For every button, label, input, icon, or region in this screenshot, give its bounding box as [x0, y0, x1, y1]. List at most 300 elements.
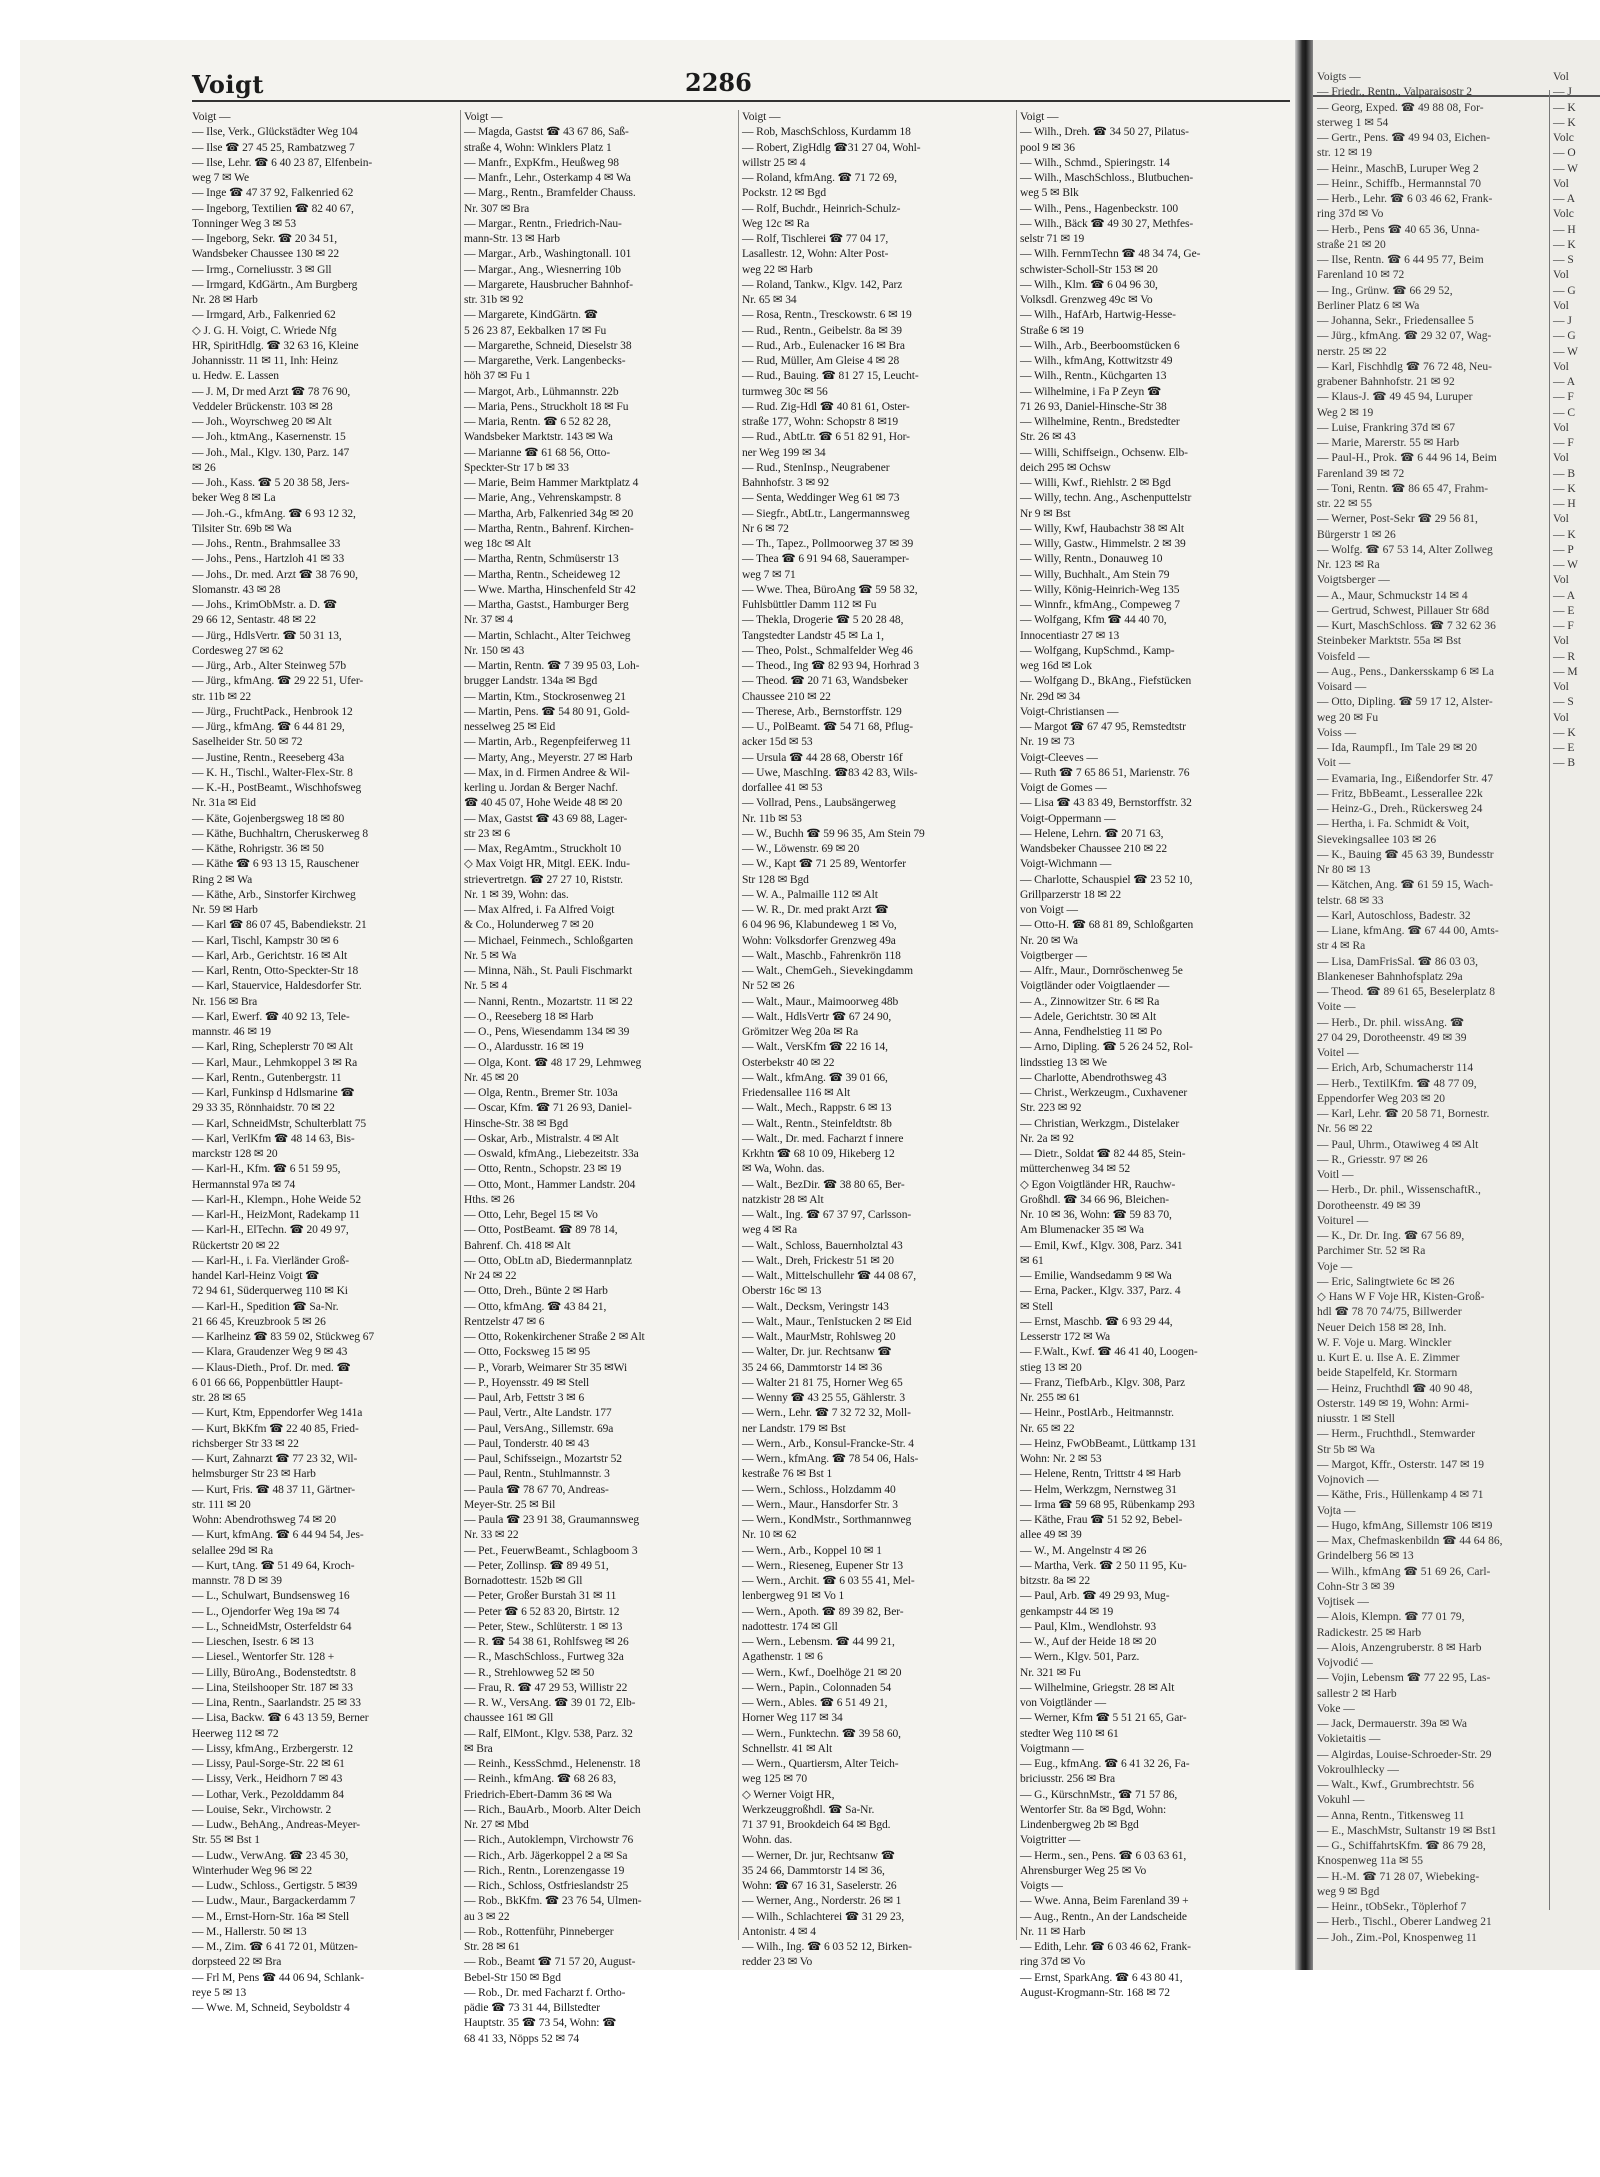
- directory-entry-line: — Wwe. M, Schneid, Seyboldstr 4: [192, 2002, 350, 2014]
- directory-entry-line: — Werner, Kfm ☎ 5 51 21 65, Gar-: [1020, 1712, 1187, 1725]
- directory-entry-line: — Wolfg. ☎ 67 53 14, Alter Zollweg: [1317, 543, 1493, 556]
- directory-entry-line: — Lissy, Paul-Sorge-Str. 22 ✉ 61: [192, 1758, 345, 1770]
- directory-entry-line: Bürgerstr 1 ✉ 26: [1317, 528, 1396, 541]
- directory-entry-line: — Rob., Beamt ☎ 71 57 20, August-: [464, 1956, 636, 1969]
- directory-entry-line: — Walt., ChemGeh., Sievekingdamm: [742, 965, 914, 977]
- directory-entry-line: — Ursula ☎ 44 28 68, Oberstr 16f: [742, 751, 903, 764]
- directory-entry-line: Str 128 ✉ Bgd: [742, 873, 809, 886]
- directory-entry-line: — Margarethe, Verk. Langenbecks-: [464, 355, 626, 367]
- directory-entry-line: — F: [1553, 437, 1574, 449]
- directory-entry-line: weg 18c ✉ Alt: [464, 538, 531, 550]
- directory-entry-line: — P., Vorarb, Weimarer Str 35 ✉Wi: [464, 1361, 628, 1374]
- directory-entry-line: — Wilh., Klm. ☎ 6 04 96 30,: [1020, 278, 1158, 291]
- directory-entry-line: Vojtisek —: [1317, 1596, 1369, 1608]
- directory-entry-line: — S: [1553, 696, 1574, 709]
- directory-entry-line: — Karl-H., Spedition ☎ Sa-Nr.: [192, 1300, 339, 1313]
- directory-entry-line: — Paula ☎ 23 91 38, Graumannsweg: [464, 1514, 639, 1526]
- directory-column-1: [192, 110, 457, 2014]
- directory-entry-line: — P: [1553, 543, 1574, 556]
- directory-entry-line: straße 4, Wohn: Winklers Platz 1: [464, 141, 612, 154]
- directory-entry-line: ✉ Wa, Wohn. das.: [742, 1163, 825, 1176]
- directory-entry-line: — Jack, Dermauerstr. 39a ✉ Wa: [1317, 1718, 1467, 1730]
- directory-entry-line: — W., Auf der Heide 18 ✉ 20: [1020, 1636, 1157, 1648]
- directory-entry-line: Voisard —: [1317, 681, 1367, 693]
- directory-entry-line: — Johs., Rentn., Brahmsallee 33: [192, 538, 341, 550]
- directory-entry-line: ring 37d ✉ Vo: [1317, 208, 1384, 221]
- directory-entry-line: — Louise, Sekr., Virchowstr. 2: [192, 1803, 332, 1816]
- directory-entry-line: Wandsbeker Chaussee 210 ✉ 22: [1020, 843, 1168, 855]
- directory-entry-line: — Wern., Papin., Colonnaden 54: [742, 1681, 892, 1694]
- directory-entry-line: — Wern., Lehr. ☎ 7 32 72 32, Moll-: [742, 1407, 911, 1420]
- directory-entry-line: Horner Weg 117 ✉ 34: [742, 1712, 843, 1725]
- directory-entry-line: 5 26 23 87, Eekbalken 17 ✉ Fu: [464, 324, 607, 337]
- directory-entry-line: ◇ Werner Voigt HR,: [742, 1788, 835, 1801]
- directory-entry-line: — Heinz-G., Dreh., Rückersweg 24: [1317, 803, 1483, 815]
- directory-entry-line: — Christian, Werkzgm., Distelaker: [1020, 1117, 1180, 1130]
- directory-entry-line: — Karl, Maur., Lehmkoppel 3 ✉ Ra: [192, 1056, 358, 1069]
- directory-entry-line: — Walt., Dr. med. Facharzt f innere: [742, 1132, 904, 1145]
- directory-entry-line: — Karl, Funkinsp d Hdlsmarine ☎: [192, 1087, 355, 1099]
- directory-entry-line: — Heinr., PostlArb., Heitmannstr.: [1020, 1407, 1174, 1420]
- directory-entry-line: — Winnfr., kfmAng., Compeweg 7: [1020, 599, 1180, 611]
- directory-entry-line: Rentzelstr 47 ✉ 6: [464, 1315, 545, 1328]
- directory-entry-line: 27 04 29, Dorotheenstr. 49 ✉ 39: [1317, 1031, 1467, 1044]
- directory-entry-line: Voigt —: [1020, 111, 1059, 123]
- directory-entry-line: — Alfr., Maur., Dornröschenweg 5e: [1020, 965, 1183, 977]
- directory-entry-line: — R: [1553, 650, 1576, 663]
- directory-entry-line: — Otto, Dreh., Bünte 2 ✉ Harb: [464, 1285, 608, 1298]
- directory-entry-line: Vol: [1553, 299, 1569, 312]
- directory-entry-line: Innocentiastr 27 ✉ 13: [1020, 629, 1120, 642]
- directory-entry-line: Nr. 5 ✉ Wa: [464, 949, 517, 962]
- directory-entry-line: — Alois, Klempn. ☎ 77 01 79,: [1317, 1611, 1465, 1624]
- directory-entry-line: — Wolfgang D., BkAng., Fiefstücken: [1020, 675, 1192, 688]
- directory-entry-line: — Margot, Kffr., Osterstr. 147 ✉ 19: [1317, 1458, 1485, 1471]
- directory-entry-line: — Paul, Rentn., Stuhlmannstr. 3: [464, 1468, 610, 1481]
- directory-entry-line: — Anna, Rentn., Titkensweg 11: [1317, 1809, 1465, 1822]
- page-number: 2286: [685, 68, 752, 97]
- directory-entry-line: — Johs., KrimObMstr. a. D. ☎: [192, 599, 338, 611]
- directory-entry-line: — Otto, PostBeamt. ☎ 89 78 14,: [464, 1224, 618, 1237]
- directory-entry-line: Sievekingsallee 103 ✉ 26: [1317, 833, 1437, 846]
- directory-entry-line: — Uwe, MaschIng. ☎83 42 83, Wils-: [742, 766, 918, 779]
- directory-entry-line: Voigt-Oppermann —: [1020, 812, 1116, 825]
- directory-entry-line: — Kätchen, Ang. ☎ 61 59 15, Wach-: [1317, 879, 1494, 892]
- directory-column-2: [464, 110, 734, 2045]
- directory-entry-line: — Paula ☎ 78 67 70, Andreas-: [464, 1483, 609, 1496]
- directory-entry-line: — Johs., Pens., Hartzloh 41 ✉ 33: [192, 553, 345, 566]
- directory-entry-line: — Karl-H., Kfm. ☎ 6 51 59 95,: [192, 1163, 341, 1176]
- directory-entry-line: — Robert, ZigHdlg ☎31 27 04, Wohl-: [742, 141, 921, 154]
- directory-entry-line: Hths. ✉ 26: [464, 1193, 515, 1206]
- directory-entry-line: — Karl, Rentn., Gutenbergstr. 11: [192, 1071, 342, 1084]
- directory-entry-line: Weg 2 ✉ 19: [1317, 406, 1374, 419]
- directory-entry-line: mütterchenweg 34 ✉ 52: [1020, 1163, 1131, 1176]
- directory-entry-line: — E: [1553, 742, 1575, 754]
- directory-entry-line: — Lothar, Verk., Pezolddamm 84: [192, 1788, 344, 1801]
- directory-entry-line: — Max, in d. Firmen Andree & Wil-: [464, 766, 630, 779]
- directory-entry-line: — Wern., Quartiersm, Alter Teich-: [742, 1758, 899, 1770]
- directory-entry-line: niusstr. 1 ✉ Stell: [1317, 1413, 1396, 1425]
- directory-entry-line: ✉ Bra: [464, 1742, 493, 1755]
- directory-entry-line: ◇ Hans W F Voje HR, Kisten-Groß-: [1317, 1291, 1485, 1303]
- directory-entry-line: — Willy, Rentn., Donauweg 10: [1020, 553, 1163, 566]
- directory-entry-line: — Walt., kfmAng. ☎ 39 01 66,: [742, 1071, 888, 1084]
- directory-entry-line: — Th., Tapez., Pollmoorweg 37 ✉ 39: [742, 538, 914, 550]
- directory-entry-line: — Wilhelmine, Griegstr. 28 ✉ Alt: [1020, 1681, 1175, 1694]
- directory-entry-line: sallestr 2 ✉ Harb: [1317, 1687, 1397, 1700]
- directory-entry-line: ◇ Max Voigt HR, Mitgl. EEK. Indu-: [464, 858, 630, 871]
- directory-entry-line: — Käthe, Rohrigstr. 36 ✉ 50: [192, 843, 324, 855]
- directory-entry-line: — Wern., Funktechn. ☎ 39 58 60,: [742, 1727, 901, 1740]
- directory-entry-line: — Paul, Vertr., Alte Landstr. 177: [464, 1407, 612, 1420]
- directory-entry-line: — P., Hoyensstr. 49 ✉ Stell: [464, 1376, 590, 1389]
- directory-entry-line: — Martha, Gastst., Hamburger Berg: [464, 599, 629, 611]
- directory-entry-line: Nr. 123 ✉ Ra: [1317, 559, 1380, 571]
- directory-entry-line: — A: [1553, 589, 1576, 602]
- directory-entry-line: — Wern., Ables. ☎ 6 51 49 21,: [742, 1697, 888, 1709]
- directory-entry-line: — G: [1553, 284, 1576, 297]
- directory-entry-line: — Helm, Werkzgm, Nernstweg 31: [1020, 1483, 1177, 1496]
- directory-entry-line: — Erich, Arb, Schumacherstr 114: [1317, 1062, 1474, 1075]
- directory-entry-line: — Oswald, kfmAng., Liebezeitstr. 33a: [464, 1148, 639, 1160]
- directory-entry-line: — Otto, Rentn., Schopstr. 23 ✉ 19: [464, 1163, 622, 1176]
- directory-entry-line: Tonninger Weg 3 ✉ 53: [192, 217, 297, 230]
- directory-entry-line: weg 16d ✉ Lok: [1020, 660, 1092, 672]
- directory-entry-line: — C: [1553, 406, 1576, 419]
- directory-entry-line: — A: [1553, 376, 1576, 388]
- directory-entry-line: straße 177, Wohn: Schopstr 8 ✉19: [742, 416, 899, 428]
- directory-entry-line: — O., Pens, Wiesendamm 134 ✉ 39: [464, 1026, 630, 1038]
- directory-entry-line: Hinsche-Str. 38 ✉ Bgd: [464, 1117, 569, 1130]
- directory-entry-line: Friedrich-Ebert-Damm 36 ✉ Wa: [464, 1788, 612, 1801]
- directory-entry-line: — Marie, Ang., Vehrenskampstr. 8: [464, 492, 621, 505]
- directory-entry-line: Neuer Deich 158 ✉ 28, Inh.: [1317, 1321, 1447, 1334]
- directory-entry-line: — Rosa, Rentn., Tresckowstr. 6 ✉ 19: [742, 309, 912, 322]
- directory-entry-line: — Joh., Kass. ☎ 5 20 38 58, Jers-: [192, 477, 350, 489]
- directory-entry-line: — Ruth ☎ 7 65 86 51, Marienstr. 76: [1020, 766, 1190, 779]
- directory-entry-line: pool 9 ✉ 36: [1020, 141, 1075, 154]
- directory-entry-line: — Karl-H., HeizMont, Radekamp 11: [192, 1209, 360, 1221]
- directory-entry-line: Voigts —: [1317, 71, 1361, 83]
- directory-entry-line: — G., KürschnMstr., ☎ 71 57 86,: [1020, 1788, 1178, 1801]
- directory-entry-line: ring 37d ✉ Vo: [1020, 1956, 1086, 1969]
- column-divider: [738, 110, 739, 1940]
- directory-entry-line: — G., SchiffahrtsKfm. ☎ 86 79 28,: [1317, 1840, 1486, 1852]
- directory-entry-line: — Karl, VerlKfm ☎ 48 14 63, Bis-: [192, 1132, 355, 1145]
- directory-entry-line: — Roland, kfmAng. ☎ 71 72 69,: [742, 172, 897, 184]
- directory-entry-line: — Gertrud, Schwest, Pillauer Str 68d: [1317, 604, 1490, 617]
- directory-entry-line: weg 7 ✉ 71: [742, 568, 796, 581]
- directory-entry-line: lindsstieg 13 ✉ We: [1020, 1056, 1107, 1069]
- directory-entry-line: — J: [1553, 86, 1572, 99]
- directory-entry-line: — Wern., Apoth. ☎ 89 39 82, Ber-: [742, 1605, 904, 1618]
- directory-entry-line: Antonistr. 4 ✉ 4: [742, 1925, 816, 1938]
- directory-entry-line: stieg 13 ✉ 20: [1020, 1361, 1082, 1374]
- directory-entry-line: — K: [1553, 101, 1576, 114]
- directory-entry-line: Wohn: ☎ 67 16 31, Saselerstr. 26: [742, 1880, 897, 1892]
- directory-entry-line: — Margar., Ang., Wiesnerring 10b: [464, 263, 621, 276]
- directory-entry-line: — Ilse, Rentn. ☎ 6 44 95 77, Beim: [1317, 254, 1484, 266]
- directory-entry-line: — Wern., Kwf., Doelhöge 21 ✉ 20: [742, 1666, 902, 1679]
- directory-entry-line: — Willy, Buchhalt., Am Stein 79: [1020, 568, 1170, 581]
- directory-entry-line: Nr. 65 ✉ 34: [742, 294, 797, 306]
- directory-entry-line: Nr. 29d ✉ 34: [1020, 690, 1081, 703]
- directory-entry-line: Osterbekstr 40 ✉ 22: [742, 1056, 835, 1069]
- directory-entry-line: — K. H., Tischl., Walter-Flex-Str. 8: [192, 766, 353, 779]
- directory-entry-line: Fuhlsbüttler Damm 112 ✉ Fu: [742, 599, 877, 611]
- directory-entry-line: Cordesweg 27 ✉ 62: [192, 644, 284, 657]
- directory-entry-line: — Theo, Polst., Schmalfelder Weg 46: [742, 644, 913, 657]
- directory-entry-line: Wandsbeker Chaussee 130 ✉ 22: [192, 248, 340, 261]
- directory-entry-line: Str. 55 ✉ Bst 1: [192, 1834, 260, 1847]
- directory-entry-line: — Walt., BezDir. ☎ 38 80 65, Ber-: [742, 1178, 905, 1191]
- directory-entry-line: Nr 80 ✉ 13: [1317, 864, 1371, 876]
- directory-entry-line: turmweg 30c ✉ 56: [742, 385, 828, 398]
- directory-entry-line: Volksdl. Grenzweg 49c ✉ Vo: [1020, 294, 1153, 306]
- directory-entry-line: — Walt., MaurMstr, Rohlsweg 20: [742, 1331, 896, 1343]
- directory-entry-line: — Walt., Decksm, Veringstr 143: [742, 1300, 889, 1313]
- directory-entry-line: — Karl-H., i. Fa. Vierländer Groß-: [192, 1254, 349, 1267]
- directory-entry-line: — Theod. ☎ 20 71 63, Wandsbeker: [742, 675, 908, 688]
- directory-entry-line: handel Karl-Heinz Voigt ☎: [192, 1270, 320, 1282]
- directory-entry-line: Voigt-Wichmann —: [1020, 858, 1112, 871]
- directory-entry-line: — Charlotte, Schauspiel ☎ 23 52 10,: [1020, 873, 1193, 886]
- directory-entry-line: — Karl, Tischl, Kampstr 30 ✉ 6: [192, 934, 339, 947]
- directory-entry-line: Osterstr. 149 ✉ 19, Wohn: Armi-: [1317, 1397, 1469, 1410]
- directory-entry-line: kerling u. Jordan & Berger Nachf.: [464, 782, 618, 794]
- directory-entry-line: — Karl, Fischhdlg ☎ 76 72 48, Neu-: [1317, 360, 1492, 373]
- directory-entry-line: Wandsbeker Marktstr. 143 ✉ Wa: [464, 431, 613, 444]
- directory-entry-line: — Helene, Lehrn. ☎ 20 71 63,: [1020, 827, 1164, 840]
- directory-entry-line: — Hertha, i. Fa. Schmidt & Voit,: [1317, 818, 1470, 831]
- directory-entry-line: grabener Bahnhofstr. 21 ✉ 92: [1317, 376, 1455, 388]
- directory-entry-line: dorpsteed 22 ✉ Bra: [192, 1956, 282, 1969]
- directory-entry-line: — L., Ojendorfer Weg 19a ✉ 74: [192, 1605, 340, 1618]
- directory-entry-line: — Anna, Fendhelstieg 11 ✉ Po: [1020, 1026, 1162, 1038]
- directory-entry-line: — Nanni, Rentn., Mozartstr. 11 ✉ 22: [464, 995, 633, 1008]
- directory-entry-line: — Karl-H., ElTechn. ☎ 20 49 97,: [192, 1224, 349, 1237]
- directory-entry-line: — Käthe, Buchhaltrn, Cheruskerweg 8: [192, 827, 368, 840]
- directory-entry-line: — Georg, Exped. ☎ 49 88 08, For-: [1317, 101, 1484, 114]
- directory-entry-line: — Johs., Dr. med. Arzt ☎ 38 76 90,: [192, 568, 358, 581]
- directory-entry-line: natzkistr 28 ✉ Alt: [742, 1193, 824, 1206]
- directory-entry-line: — Herb., Pens ☎ 40 65 36, Unna-: [1317, 223, 1480, 236]
- directory-entry-line: Meyer-Str. 25 ✉ Bil: [464, 1498, 556, 1511]
- directory-entry-line: — Klaus-J. ☎ 49 45 94, Luruper: [1317, 391, 1473, 404]
- directory-entry-line: — Fritz, BbBeamt., Lesserallee 22k: [1317, 787, 1483, 800]
- running-head-name: Voigt: [192, 70, 264, 99]
- directory-entry-line: Vol: [1553, 681, 1569, 693]
- directory-entry-line: genkampstr 44 ✉ 19: [1020, 1605, 1114, 1618]
- directory-entry-line: — Vollrad, Pens., Laubsängerweg: [742, 797, 896, 810]
- directory-entry-line: Voigtsberger —: [1317, 574, 1390, 587]
- directory-entry-line: Voigt-Christiansen —: [1020, 705, 1119, 718]
- directory-entry-line: — Walter 21 81 75, Horner Weg 65: [742, 1376, 903, 1389]
- directory-entry-line: Nr. 150 ✉ 43: [464, 644, 525, 657]
- directory-entry-line: — Karl, Lehr. ☎ 20 58 71, Bornestr.: [1317, 1108, 1490, 1120]
- directory-entry-line: — Rob., Dr. med Facharzt f. Ortho-: [464, 1986, 626, 1999]
- directory-entry-line: — Walt., Mech., Rappstr. 6 ✉ 13: [742, 1102, 892, 1115]
- directory-entry-line: — Heinz, FwObBeamt., Lüttkamp 131: [1020, 1437, 1197, 1450]
- directory-entry-line: — Wilh., HafArb, Hartwig-Hesse-: [1020, 309, 1176, 322]
- directory-entry-line: str. 22 ✉ 55: [1317, 498, 1373, 510]
- directory-entry-line: str 4 ✉ Ra: [1317, 940, 1366, 953]
- directory-entry-line: — Evamaria, Ing., Eißendorfer Str. 47: [1317, 772, 1493, 785]
- directory-entry-line: Vojnovich —: [1317, 1474, 1379, 1486]
- directory-entry-line: — Martin, Ktm., Stockrosenweg 21: [464, 690, 626, 703]
- directory-entry-line: höh 37 ✉ Fu 1: [464, 370, 531, 383]
- directory-entry-line: — Minna, Näh., St. Pauli Fischmarkt: [464, 965, 633, 977]
- directory-entry-line: Cohn-Str 3 ✉ 39: [1317, 1580, 1395, 1593]
- directory-entry-line: Volc: [1553, 132, 1574, 144]
- directory-entry-line: — M., Ernst-Horn-Str. 16a ✉ Stell: [192, 1910, 350, 1923]
- directory-entry-line: — R. ☎ 54 38 61, Rohlfsweg ✉ 26: [464, 1636, 629, 1648]
- directory-entry-line: — Klara, Graudenzer Weg 9 ✉ 43: [192, 1346, 348, 1359]
- directory-entry-line: Winterhuder Weg 96 ✉ 22: [192, 1864, 313, 1877]
- directory-entry-line: — Wern., KondMstr., Sorthmannweg: [742, 1514, 912, 1526]
- directory-entry-line: — Martin, Arb., Regenpfeiferweg 11: [464, 736, 632, 749]
- directory-entry-line: Voitl —: [1317, 1169, 1354, 1181]
- directory-entry-line: — Marg., Rentn., Bramfelder Chauss.: [464, 187, 636, 200]
- directory-entry-line: — O., Reeseberg 18 ✉ Harb: [464, 1010, 594, 1023]
- directory-entry-line: — Ralf, ElMont., Klgv. 538, Parz. 32: [464, 1727, 633, 1740]
- directory-entry-line: — Rud., Rentn., Geibelstr. 8a ✉ 39: [742, 324, 902, 337]
- directory-entry-line: — Senta, Weddinger Weg 61 ✉ 73: [742, 492, 900, 505]
- directory-entry-line: — Toni, Rentn. ☎ 86 65 47, Frahm-: [1317, 482, 1489, 495]
- directory-entry-line: — Rud, Müller, Am Gleise 4 ✉ 28: [742, 355, 900, 367]
- directory-entry-line: — Wilh., Schmd., Spieringstr. 14: [1020, 156, 1170, 169]
- directory-entry-line: Str. 28 ✉ 61: [464, 1941, 520, 1953]
- directory-entry-line: — Liesel., Wentorfer Str. 128 +: [192, 1651, 335, 1664]
- directory-entry-line: weg 5 ✉ Blk: [1020, 187, 1079, 200]
- directory-entry-line: — Ilse, Verk., Glückstädter Weg 104: [192, 126, 358, 139]
- directory-entry-line: — Klaus-Dieth., Prof. Dr. med. ☎: [192, 1361, 351, 1374]
- directory-entry-line: str. 12 ✉ 19: [1317, 147, 1373, 160]
- directory-entry-line: — Arno, Dipling. ☎ 5 26 24 52, Rol-: [1020, 1041, 1193, 1054]
- directory-entry-line: — Irmgard, Arb., Falkenried 62: [192, 309, 336, 322]
- directory-entry-line: Eppendorfer Weg 203 ✉ 20: [1317, 1092, 1445, 1105]
- directory-entry-line: acker 15d ✉ 53: [742, 736, 813, 749]
- directory-entry-line: — Justine, Rentn., Reeseberg 43a: [192, 751, 345, 764]
- directory-entry-line: — Herb., Lehr. ☎ 6 03 46 62, Frank-: [1317, 193, 1493, 205]
- directory-entry-line: — Lisa, DamFrisSal. ☎ 86 03 03,: [1317, 955, 1478, 968]
- directory-entry-line: — Werner, Ang., Norderstr. 26 ✉ 1: [742, 1895, 902, 1908]
- directory-entry-line: — Wilh., kfmAng ☎ 51 69 26, Carl-: [1317, 1565, 1491, 1578]
- directory-entry-line: — M., Zim. ☎ 6 41 72 01, Mützen-: [192, 1941, 358, 1953]
- directory-entry-line: u. Kurt E. u. Ilse A. E. Zimmer: [1317, 1352, 1460, 1364]
- directory-entry-line: — Martha, Rentn., Bahrenf. Kirchen-: [464, 522, 634, 535]
- directory-entry-line: — Oskar, Arb., Mistralstr. 4 ✉ Alt: [464, 1132, 619, 1145]
- directory-column-3: [742, 110, 1012, 1969]
- directory-entry-line: str. 31b ✉ 92: [464, 294, 524, 306]
- directory-entry-line: 6 04 96 96, Klabundeweg 1 ✉ Vo,: [742, 919, 897, 932]
- directory-entry-line: — Irmgard, KdGärtn., Am Burgberg: [192, 278, 358, 291]
- directory-entry-line: — Maria, Pens., Struckholt 18 ✉ Fu: [464, 400, 629, 413]
- directory-entry-line: — Theod., Ing ☎ 82 93 94, Horhrad 3: [742, 660, 920, 672]
- directory-entry-line: marckstr 128 ✉ 20: [192, 1148, 278, 1160]
- directory-entry-line: Voigt —: [742, 111, 781, 123]
- directory-entry-line: — Lieschen, Isestr. 6 ✉ 13: [192, 1636, 314, 1648]
- directory-entry-line: richsberger Str 33 ✉ 22: [192, 1437, 299, 1450]
- directory-entry-line: Slomanstr. 43 ✉ 28: [192, 583, 281, 596]
- directory-entry-line: — Wern., Schloss., Holzdamm 40: [742, 1483, 896, 1496]
- directory-entry-line: — Magda, Gastst ☎ 43 67 86, Saß-: [464, 126, 629, 139]
- directory-entry-line: — Martha, Rentn., Scheideweg 12: [464, 568, 621, 581]
- directory-entry-line: Vol: [1553, 360, 1569, 373]
- directory-entry-line: — Karl, Arb., Gerichtstr. 16 ✉ Alt: [192, 949, 348, 962]
- directory-entry-line: Nr. 56 ✉ 22: [1317, 1123, 1373, 1136]
- directory-entry-line: — Karl, Autoschloss, Badestr. 32: [1317, 909, 1471, 922]
- directory-entry-line: Vol: [1553, 711, 1569, 724]
- directory-entry-line: — W., Buchh ☎ 59 96 35, Am Stein 79: [742, 827, 925, 840]
- directory-entry-line: — Irma ☎ 59 68 95, Rübenkamp 293: [1020, 1498, 1195, 1511]
- directory-entry-line: — Lissy, kfmAng., Erzbergerstr. 12: [192, 1742, 354, 1755]
- directory-entry-line: — Wern., Lebensm. ☎ 44 99 21,: [742, 1636, 895, 1648]
- directory-entry-line: — Wwe. Anna, Beim Farenland 39 +: [1020, 1895, 1189, 1908]
- directory-entry-line: Vol: [1553, 635, 1569, 648]
- directory-entry-line: — B: [1553, 757, 1576, 770]
- directory-entry-line: Grindelberg 56 ✉ 13: [1317, 1550, 1414, 1563]
- directory-entry-line: — Thekla, Drogerie ☎ 5 20 28 48,: [742, 614, 904, 627]
- directory-entry-line: Voje —: [1317, 1260, 1353, 1273]
- directory-entry-line: — Jürg., HdlsVertr. ☎ 50 31 13,: [192, 629, 342, 642]
- directory-entry-line: — Wilh., Schlachterei ☎ 31 29 23,: [742, 1910, 905, 1923]
- directory-entry-line: Nr. 2a ✉ 92: [1020, 1132, 1074, 1145]
- directory-entry-line: — Willi, Schiffseign., Ochsenw. Elb-: [1020, 446, 1188, 459]
- directory-entry-line: lenbergweg 91 ✉ Vo 1: [742, 1590, 845, 1603]
- directory-entry-line: — Käthe, Arb., Sinstorfer Kirchweg: [192, 888, 356, 901]
- directory-entry-line: Tilsiter Str. 69b ✉ Wa: [192, 522, 292, 535]
- directory-entry-line: Parchimer Str. 52 ✉ Ra: [1317, 1245, 1426, 1258]
- directory-entry-line: Nr. 5 ✉ 4: [464, 980, 508, 993]
- directory-entry-line: — Peter, Zollinsp. ☎ 89 49 51,: [464, 1559, 609, 1572]
- directory-entry-line: — Michael, Feinmech., Schloßgarten: [464, 934, 634, 947]
- directory-entry-line: Nr. 31a ✉ Eid: [192, 797, 256, 810]
- directory-entry-line: schwister-Scholl-Str 153 ✉ 20: [1020, 263, 1158, 276]
- column-divider: [460, 110, 461, 1940]
- directory-entry-line: — R., Griesstr. 97 ✉ 26: [1317, 1153, 1428, 1166]
- directory-entry-line: Wohn. das.: [742, 1834, 793, 1847]
- directory-entry-line: Weg 12c ✉ Ra: [742, 217, 810, 230]
- directory-entry-line: stedter Weg 110 ✉ 61: [1020, 1727, 1119, 1740]
- directory-entry-line: Nr. 321 ✉ Fu: [1020, 1666, 1081, 1679]
- directory-entry-line: — Willy, König-Heinrich-Weg 135: [1020, 583, 1180, 596]
- column-divider: [1549, 90, 1550, 1910]
- directory-entry-line: — Wilh., Ing. ☎ 6 03 52 12, Birken-: [742, 1941, 912, 1953]
- directory-entry-line: Nr. 28 ✉ Harb: [192, 294, 258, 306]
- directory-entry-line: Knospenweg 11a ✉ 55: [1317, 1855, 1423, 1868]
- directory-entry-line: Chaussee 210 ✉ 22: [742, 690, 831, 703]
- directory-entry-line: nesselweg 25 ✉ Eid: [464, 721, 556, 733]
- directory-entry-line: Tangstedter Landstr 45 ✉ La 1,: [742, 629, 884, 642]
- directory-entry-line: 68 41 33, Nöpps 52 ✉ 74: [464, 2032, 579, 2045]
- directory-entry-line: — R. W., VersAng. ☎ 39 01 72, Elb-: [464, 1697, 636, 1709]
- directory-entry-line: Veddeler Brückenstr. 103 ✉ 28: [192, 400, 333, 413]
- directory-entry-line: — Maria, Rentn. ☎ 6 52 82 28,: [464, 416, 611, 428]
- directory-entry-line: ◇ J. G. H. Voigt, C. Wriede Nfg: [192, 324, 337, 337]
- directory-entry-line: — Herb., Dr. phil., WissenschaftR.,: [1317, 1184, 1481, 1197]
- directory-entry-line: Lesserstr 172 ✉ Wa: [1020, 1331, 1111, 1343]
- directory-entry-line: — Joh., Mal., Klgv. 130, Parz. 147: [192, 446, 350, 459]
- directory-entry-line: — Wern., Maur., Hansdorfer Str. 3: [742, 1498, 898, 1511]
- directory-entry-line: — Wilh., Pens., Hagenbeckstr. 100: [1020, 202, 1178, 215]
- directory-entry-line: Voigt —: [464, 111, 503, 123]
- directory-entry-line: Friedensallee 116 ✉ Alt: [742, 1087, 851, 1099]
- directory-entry-line: — Jürg., kfmAng. ☎ 29 32 07, Wag-: [1317, 330, 1492, 343]
- directory-entry-line: sterweg 1 ✉ 54: [1317, 116, 1389, 129]
- directory-entry-line: 35 24 66, Dammtorstr 14 ✉ 36,: [742, 1864, 885, 1877]
